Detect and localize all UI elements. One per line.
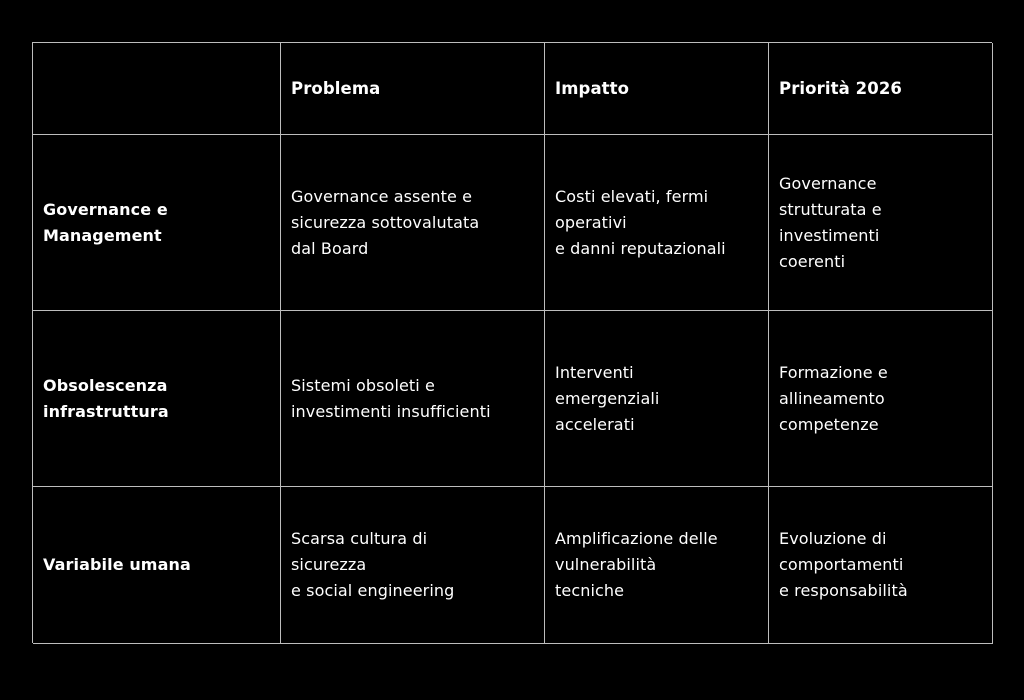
cell-impatto-governance: Costi elevati, fermi operativi e danni reputazionali [545,135,769,311]
cell-priorita-governance: Governance strutturata e investimenti coerenti [769,135,993,311]
header-cell-impatto: Impatto [545,43,769,135]
cell-impatto-obsolescenza: Interventi emergenziali accelerati [545,311,769,487]
cell-priorita-obsolescenza: Formazione e allineamento competenze [769,311,993,487]
row-label-obsolescenza: Obsolescenza infrastruttura [33,311,281,487]
header-cell-problema: Problema [281,43,545,135]
row-label-variabile-umana: Variabile umana [33,487,281,644]
cell-priorita-variabile-umana: Evoluzione di comportamenti e responsabilità [769,487,993,644]
row-label-governance: Governance e Management [33,135,281,311]
cell-problema-variabile-umana: Scarsa cultura di sicurezza e social engineering [281,487,545,644]
priority-table [32,42,992,643]
header-cell-empty [33,43,281,135]
header-cell-priorita: Priorità 2026 [769,43,993,135]
cell-problema-governance: Governance assente e sicurezza sottovalutata dal Board [281,135,545,311]
cell-impatto-variabile-umana: Amplificazione delle vulnerabilità tecniche [545,487,769,644]
cell-problema-obsolescenza: Sistemi obsoleti e investimenti insufficienti [281,311,545,487]
